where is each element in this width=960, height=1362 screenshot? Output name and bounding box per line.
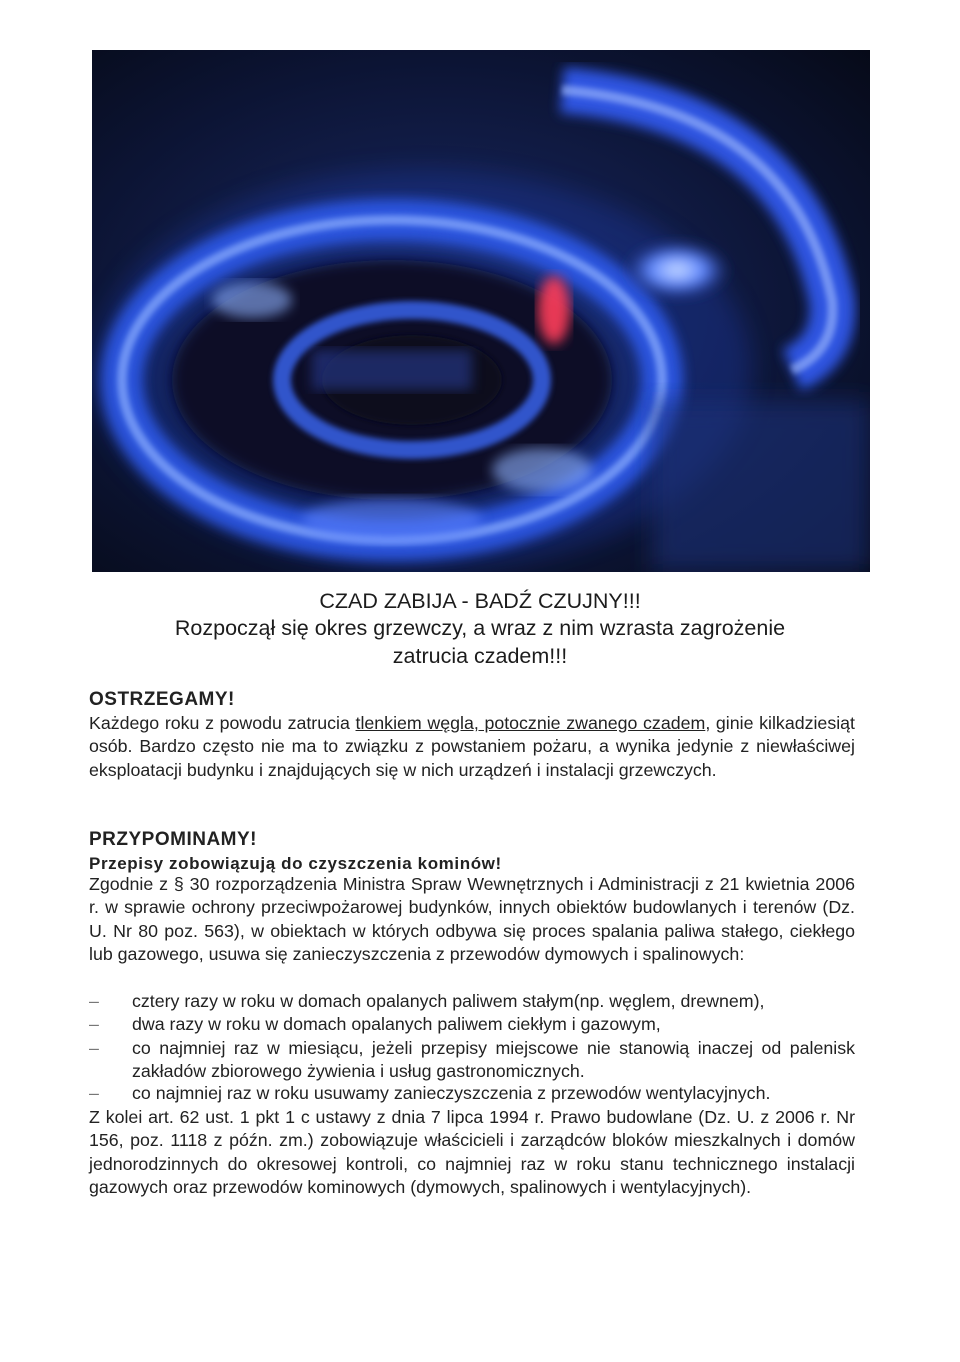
list-item-text: dwa razy w roku w domach opalanych paliwem ciekłym i gazowym, [132, 1014, 661, 1034]
warning-paragraph [89, 712, 855, 782]
headline-subtitle-line2: zatrucia czadem!!! [392, 644, 568, 668]
warning-text-after: , ginie kilkadziesiąt osób. Bardzo często nie ma to związku z powstaniem pożaru, a wynika jedynie z niewłaściwej eksploatacji budynku i znajdujących się w nich urządzeń i instalacji grzewczych. [89, 713, 855, 780]
list-item-text: cztery razy w roku w domach opalanych paliwem stałym(np. węglem, drewnem), [132, 991, 765, 1011]
gas-burner-photo [92, 50, 870, 572]
list-item [89, 1013, 855, 1037]
warning-heading: OSTRZEGAMY! [89, 689, 235, 710]
warning-underlined-text: tlenkiem węgla, potocznie zwanego czadem [355, 713, 706, 733]
list-item [89, 1082, 855, 1106]
headline-subtitle-line1: Rozpoczął się okres grzewczy, a wraz z nim wzrasta zagrożenie [174, 616, 786, 640]
list-item-text: co najmniej raz w miesiącu, jeżeli przepisy miejscowe nie stanowią inaczej od palenisk zakładów zbiorowego żywienia i usług gastronomicznych. [132, 1038, 855, 1082]
list-item [89, 990, 855, 1014]
list-dash: – [89, 991, 99, 1011]
warning-text-before: Każdego roku z powodu zatrucia [89, 713, 356, 733]
reminder-heading: PRZYPOMINAMY! [89, 829, 257, 850]
list-dash: – [89, 1083, 99, 1103]
list-dash: – [89, 1038, 99, 1058]
list-item [89, 1037, 855, 1085]
reminder-subheading: Przepisy zobowiązują do czyszczenia kominów! [89, 854, 502, 873]
reminder-paragraph-2: Z kolei art. 62 ust. 1 pkt 1 c ustawy z dnia 7 lipca 1994 r. Prawo budowlane (Dz. U. z 2006 r. Nr 156, poz. 1118 z późn. zm.) zobowiązuje właścicieli i zarządców bloków mieszkalnych i domów jednorodzinnych do okresowej kontroli, co najmniej raz w roku stanu technicznego instalacji gazowych oraz przewodów kominowych (dymowych, spalinowych i wentylacyjnych). [89, 1107, 855, 1198]
list-dash: – [89, 1014, 99, 1034]
list-item-text: co najmniej raz w roku usuwamy zanieczyszczenia z przewodów wentylacyjnych. [132, 1083, 771, 1103]
headline-title: CZAD ZABIJA - BADŹ CZUJNY!!! [319, 589, 641, 613]
reminder-paragraph-1: Zgodnie z § 30 rozporządzenia Ministra Spraw Wewnętrznych i Administracji z 21 kwietnia 2006 r. w sprawie ochrony przeciwpożarowej budynków, innych obiektów budowlanych i terenów (Dz. U. Nr 80 poz. 563), w obiektach w których odbywa się proces spalania paliwa stałego, ciekłego lub gazowego, usuwa się zanieczyszczenia z przewodów dymowych i spalinowych: [89, 874, 855, 965]
